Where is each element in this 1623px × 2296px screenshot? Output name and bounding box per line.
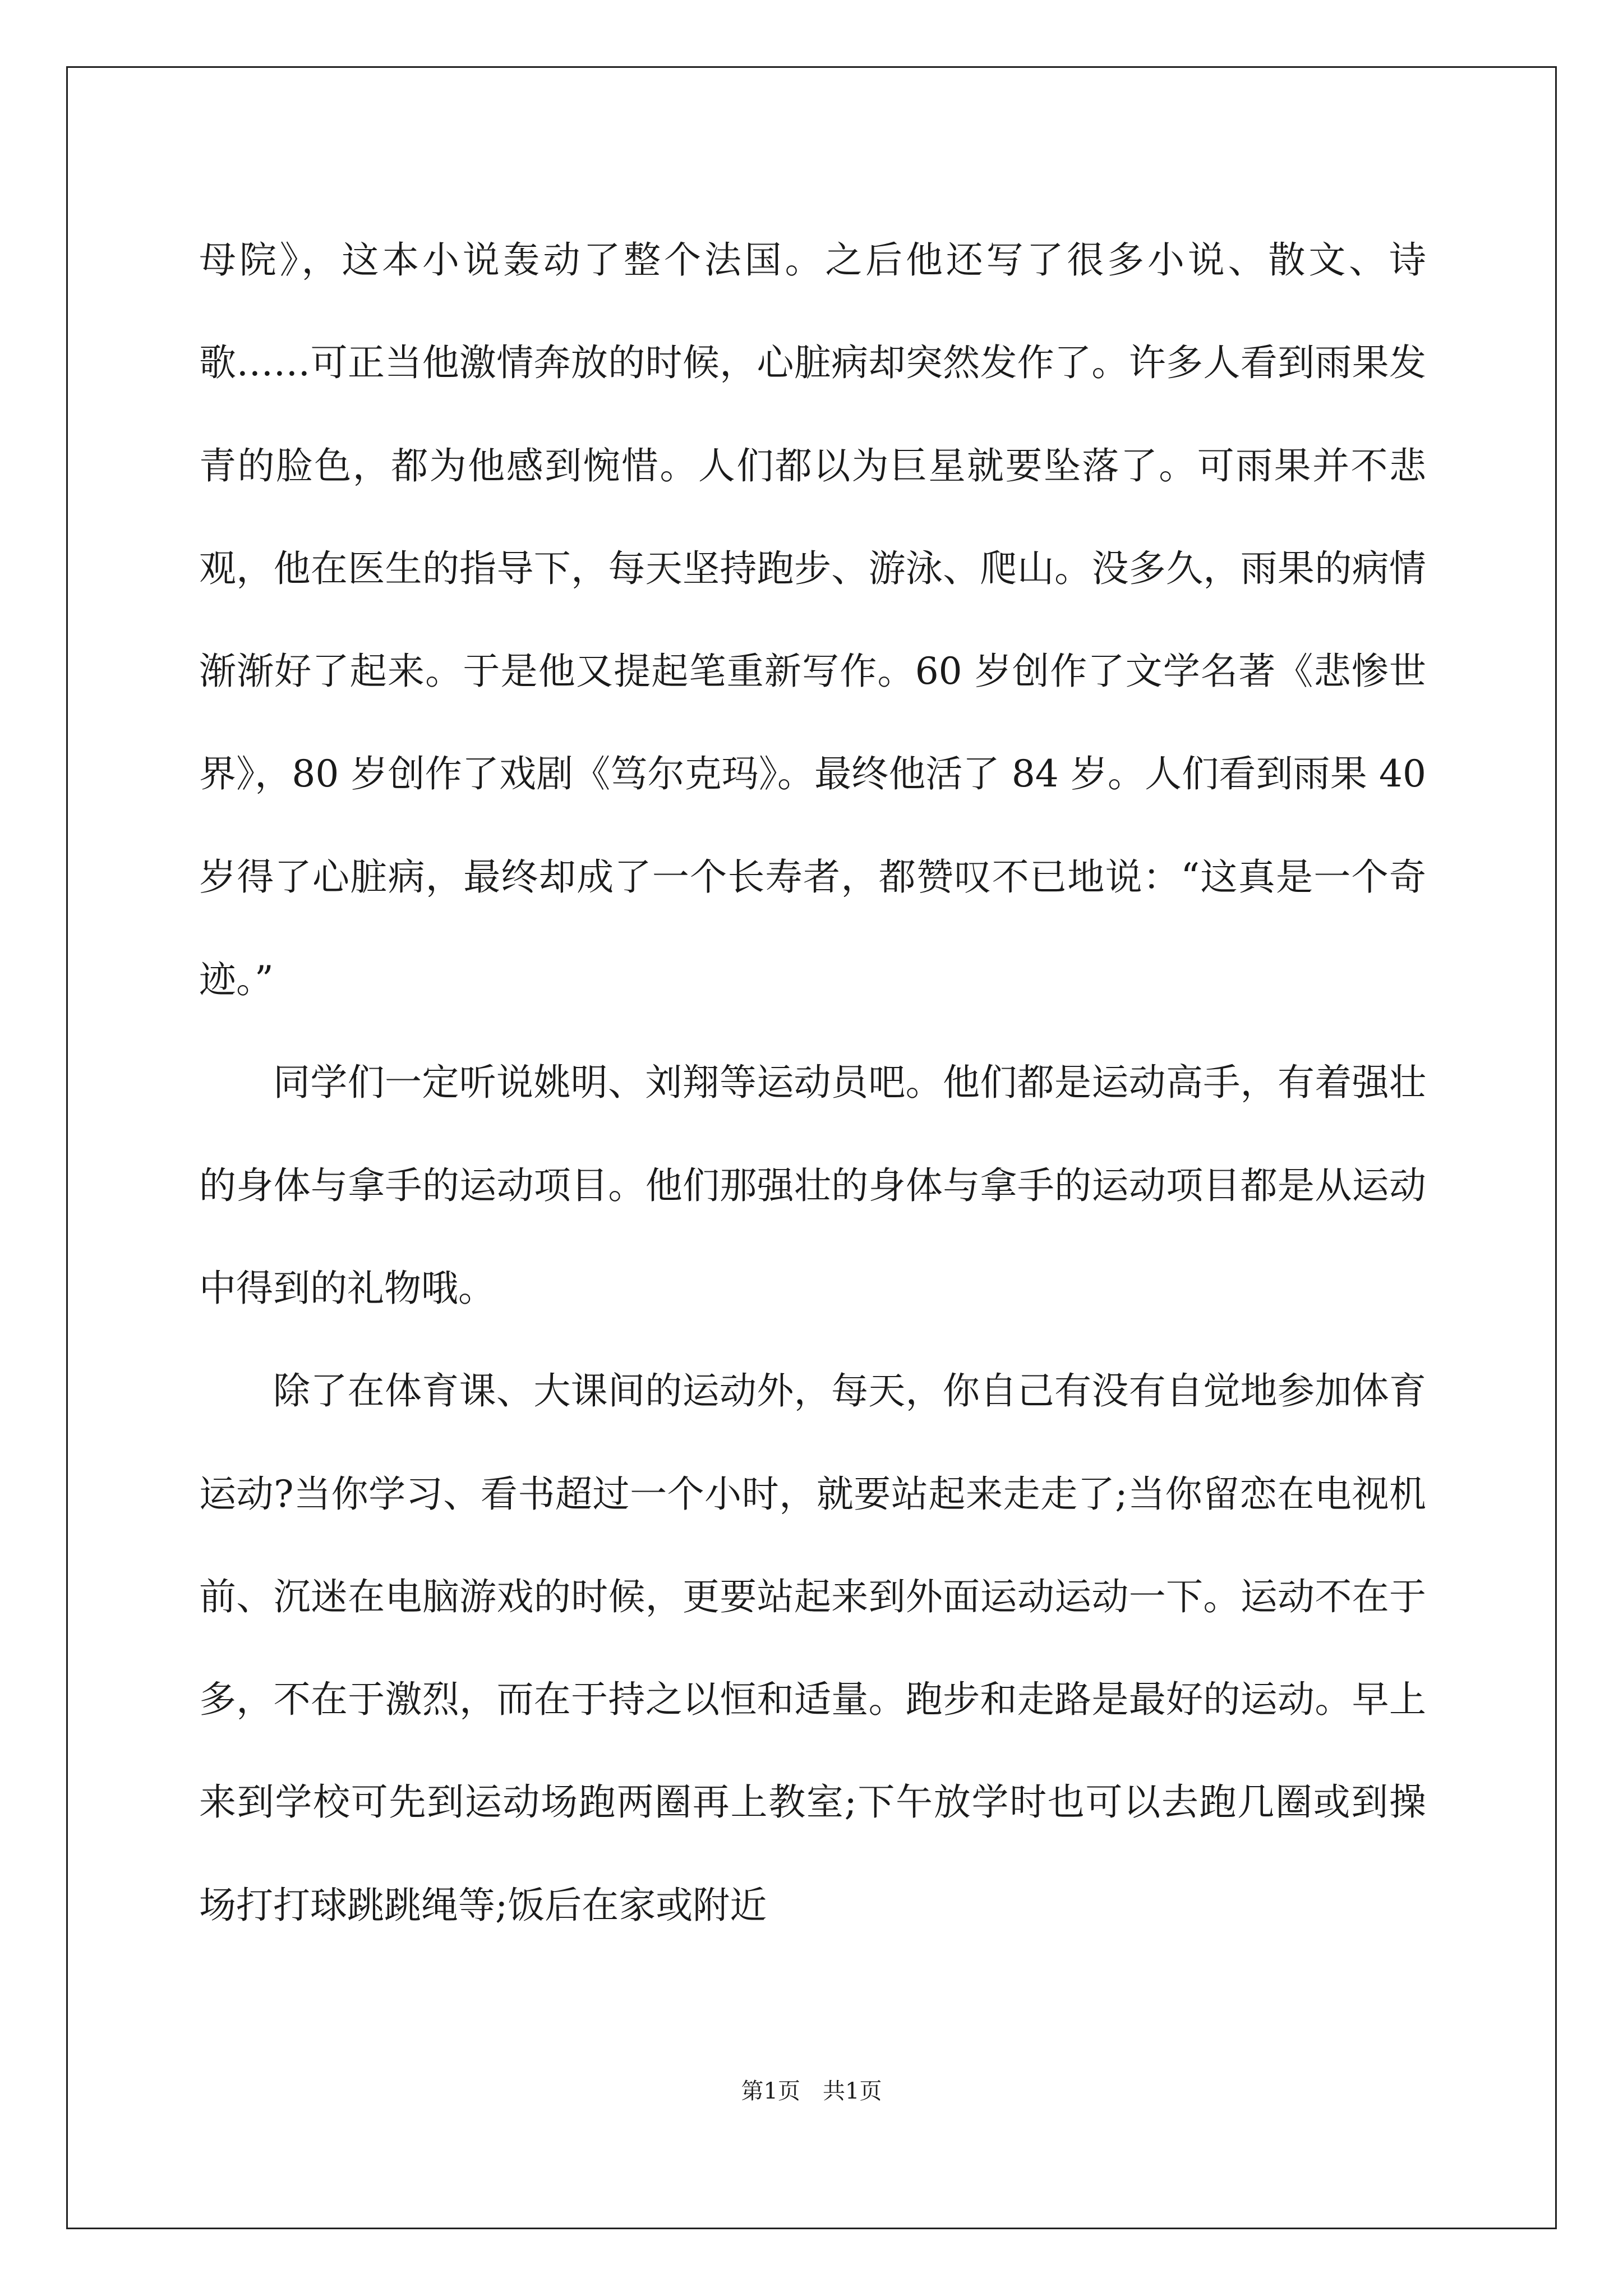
paragraph-2: 同学们一定听说姚明、刘翔等运动员吧。他们都是运动高手，有着强壮的身体与拿手的运动项目。他们那强壮的身体与拿手的运动项目都是从运动中得到的礼物哦。	[199, 1061, 1426, 1310]
paragraph-1: 母院》，这本小说轰动了整个法国。之后他还写了很多小说、散文、诗歌……可正当他激情奔放的时候，心脏病却突然发作了。许多人看到雨果发青的脸色，都为他感到惋惜。人们都以为巨星就要坠落了。可雨果并不悲观，他在医生的指导下，每天坚持跑步、游泳、爬山。没多久，雨果的病情渐渐好了起来。于是他又提起笔重新写作。60 岁创作了文学名著《悲惨世界》，80 岁创作了戏剧《笃尔克玛》。最终他活了 84 岁。人们看到雨果 40 岁得了心脏病，最终却成了一个长寿者，都赞叹不已地说：“这真是一个奇迹。”	[199, 238, 1426, 1002]
paragraph-3: 除了在体育课、大课间的运动外，每天，你自己有没有自觉地参加体育运动?当你学习、看书超过一个小时，就要站起来走走了;当你留恋在电视机前、沉迷在电脑游戏的时候，更要站起来到外面运动运动一下。运动不在于多，不在于激烈，而在于持之以恒和适量。跑步和走路是最好的运动。早上来到学校可先到运动场跑两圈再上教室;下午放学时也可以去跑几圈或到操场打打球跳跳绳等;饭后在家或附近	[199, 1369, 1426, 1927]
page-number: 第1页 共1页	[741, 2078, 882, 2104]
document-body	[199, 209, 1426, 1957]
page-footer	[0, 2076, 1623, 2107]
